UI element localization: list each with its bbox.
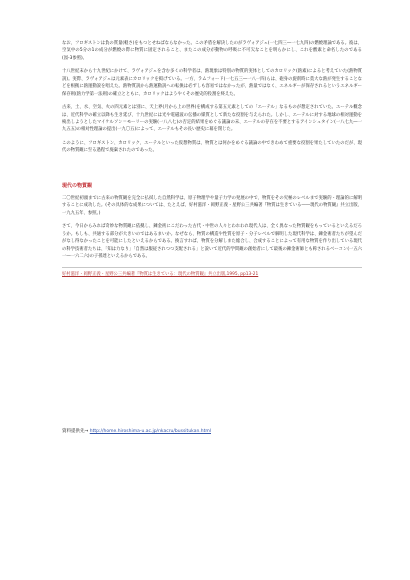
paragraph-caloric: 十八世紀末から十九世紀にかけて、ラヴォアジェを含む多くの科学者は、熱現象は特別の物質的実体としてのカロリック(熱素)によると考えていた(熱物質説)。実際、ラヴォアジェは元素表にカロリックを掲げている。一方、ラムフォード(一七五三―一八一四)らは、砲身の旋削時に莫大な熱が発生することなどを根拠に熱運動説を唱えた。熱物質説から熱運動説への転換は必ずしも容易ではなかったが、熱量ではなく、エネルギーが保存されるというエネルギー保存則(熱力学第一法則)の確立とともに、カロリックはようやくその歴史的役割を終えた。	[62, 69, 362, 97]
section-heading: 現代の物質観	[62, 183, 93, 190]
source-link[interactable]: http://home.hiroshima-u.ac.jp/nkacru/bussitukan.html	[89, 429, 211, 434]
source-label: 資料提供先→	[62, 429, 89, 434]
document-page	[62, 40, 362, 278]
source-line	[62, 428, 211, 435]
paragraph-summary: このように、フロギストン、カロリック、エーテルといった仮想物質は、物質とは何かをめぐる議論の中できわめて重要な役割を果たしていたのだが、現代の物質観に至る過程で廃棄されたのであった。	[62, 141, 362, 154]
reference-citation[interactable]: 好村滋洋・岡野正義・星野公三共編著『物質は生きている：現代の物質観』共立出版,1995, pp13-21	[62, 271, 259, 277]
paragraph-phlogiston-oxygen: なお、フロギストンは負の質量(軽さ)をもつとせねばならなかった。この矛盾を解決したのがラヴォアジェ(一七四三―一七九四)の燃焼理論である。彼は、空気中の5分の1の成分が燃焼の際に物質に固定されること、またこの成分が動物の呼吸に不可欠なことを明らかにし、これを酸素と命名したのである(図-3参照)。	[62, 41, 362, 61]
paragraph-alchemy-comparison: さて、今日からみれば奇妙な物質観に依拠し、錬金術にこだわった古代・中世の人々とわれわれ現代人は、全く異なった物質観をもっているといえるだろうか。もしも、共通する部分が大きいのではあるまいか。なぜなら、物質の構造や性質を原子・分子レベルで解明した現代科学は、錬金術者たちが望んだがなし得なかったことを可能にしたといえるからである。換言すれば、物質を分解しまた総合し、合成することによって有用な物質を作り出している現代の科学技術者たちは、「知は力なり」「自然は服従されつつ支配される」と説いて近代的学問観の創始者にして最後の錬金術師とも称されるベーコン(一五六一―一六二六)の子孫達といえるからである。	[62, 224, 362, 260]
paragraph-ether: 古来、土、水、空気、火の四元素とは別に、天上界(月から上の世界)を構成する第五元素としての「エーテル」なるものが想定されていた。エーテル概念は、近代科学の確立以降も生き延び、十九世紀には光や電磁波の伝播の媒質として新たな役割を与えられた。しかし、エーテルに対する地球の相対運動を検出しようとしたマイケルソン＝モーリーの実験(一八八七)の否定的結果をめぐる議論の末、エーテルの存在を不要とするアインシュタイン(一八七九―一九五五)の相対性理論の提出(一九〇五)によって、エーテルもその長い歴史に幕を閉じた。	[62, 105, 362, 133]
paragraph-modern-science: 二〇世紀初頭までに古来の物質観を完全に払拭した自然科学は、原子物理学や量子力学の発展の中で、物質をその究極のレベルまで実験的・理論的に解明することに成功した。(その具体的な成果については、たとえば、好村滋洋・岡野正義・星野公三共編著『物質は生きている――現代の物質観』共立出版、一九九五年、参照。)	[62, 196, 362, 216]
section-gap	[62, 161, 362, 183]
citation-divider	[62, 267, 362, 268]
